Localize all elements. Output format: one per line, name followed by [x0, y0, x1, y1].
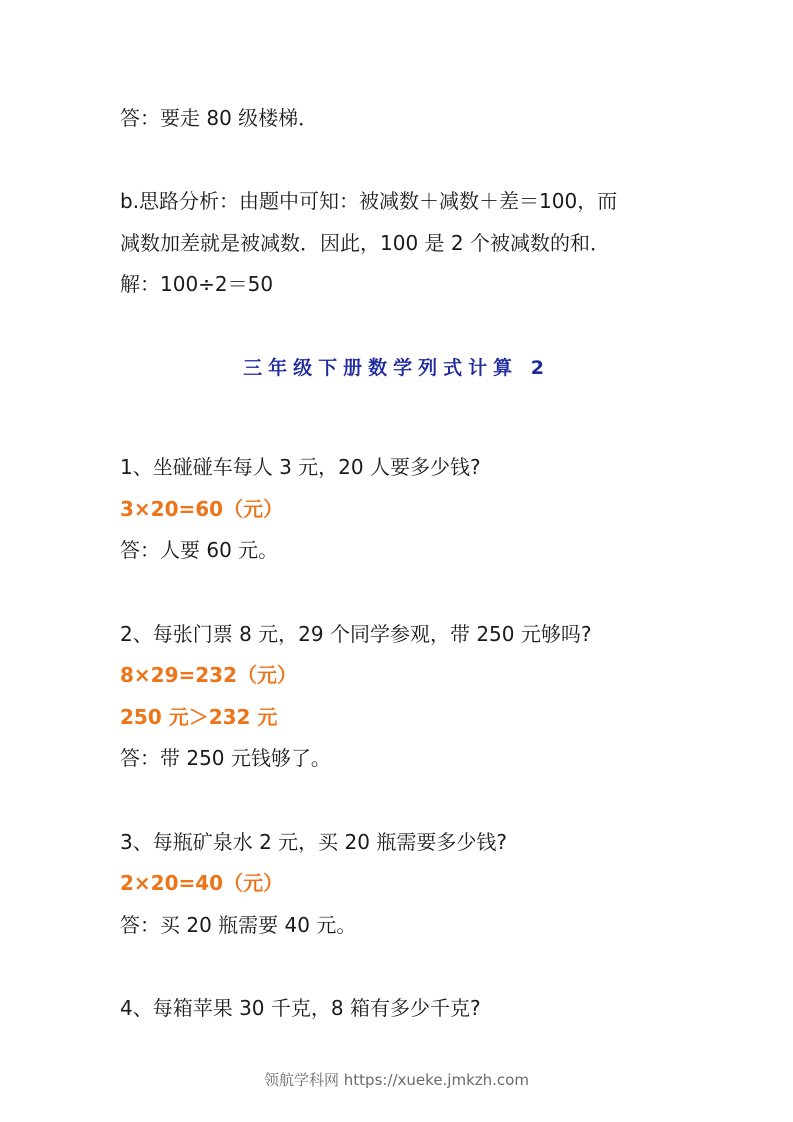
section-title-number: 2 [530, 357, 550, 379]
problem-2-calc-1: 8×29=232（元） [120, 663, 298, 687]
prev-solution: 解：100÷2＝50 [120, 272, 274, 296]
problem-2-calc-2: 250 元＞232 元 [120, 705, 278, 729]
problem-1-calc-1: 3×20=60（元） [120, 497, 284, 521]
prev-analysis-line-2: 减数加差就是被减数．因此，100 是 2 个被减数的和． [120, 231, 610, 255]
problem-1-answer: 答：人要 60 元。 [120, 538, 279, 562]
problem-2-answer: 答：带 250 元钱够了。 [120, 746, 331, 770]
prev-analysis-line-1: b.思路分析：由题中可知：被减数＋减数＋差＝100，而 [120, 189, 618, 213]
problem-2-question: 2、每张门票 8 元，29 个同学参观，带 250 元够吗? [120, 622, 592, 646]
page-footer: 领航学科网 https://xueke.jmkzh.com [264, 1071, 529, 1089]
problem-3-question: 3、每瓶矿泉水 2 元，买 20 瓶需要多少钱? [120, 830, 507, 854]
problem-4-question: 4、每箱苹果 30 千克，8 箱有多少千克? [120, 996, 481, 1020]
section-title-text: 三年级下册数学列式计算 [243, 357, 519, 379]
problem-3-calc-1: 2×20=40（元） [120, 871, 284, 895]
prev-answer-a: 答：要走 80 级楼梯． [120, 106, 319, 130]
problem-3-answer: 答：买 20 瓶需要 40 元。 [120, 913, 357, 937]
problem-1-question: 1、坐碰碰车每人 3 元，20 人要多少钱? [120, 455, 481, 479]
section-title [0, 354, 793, 382]
